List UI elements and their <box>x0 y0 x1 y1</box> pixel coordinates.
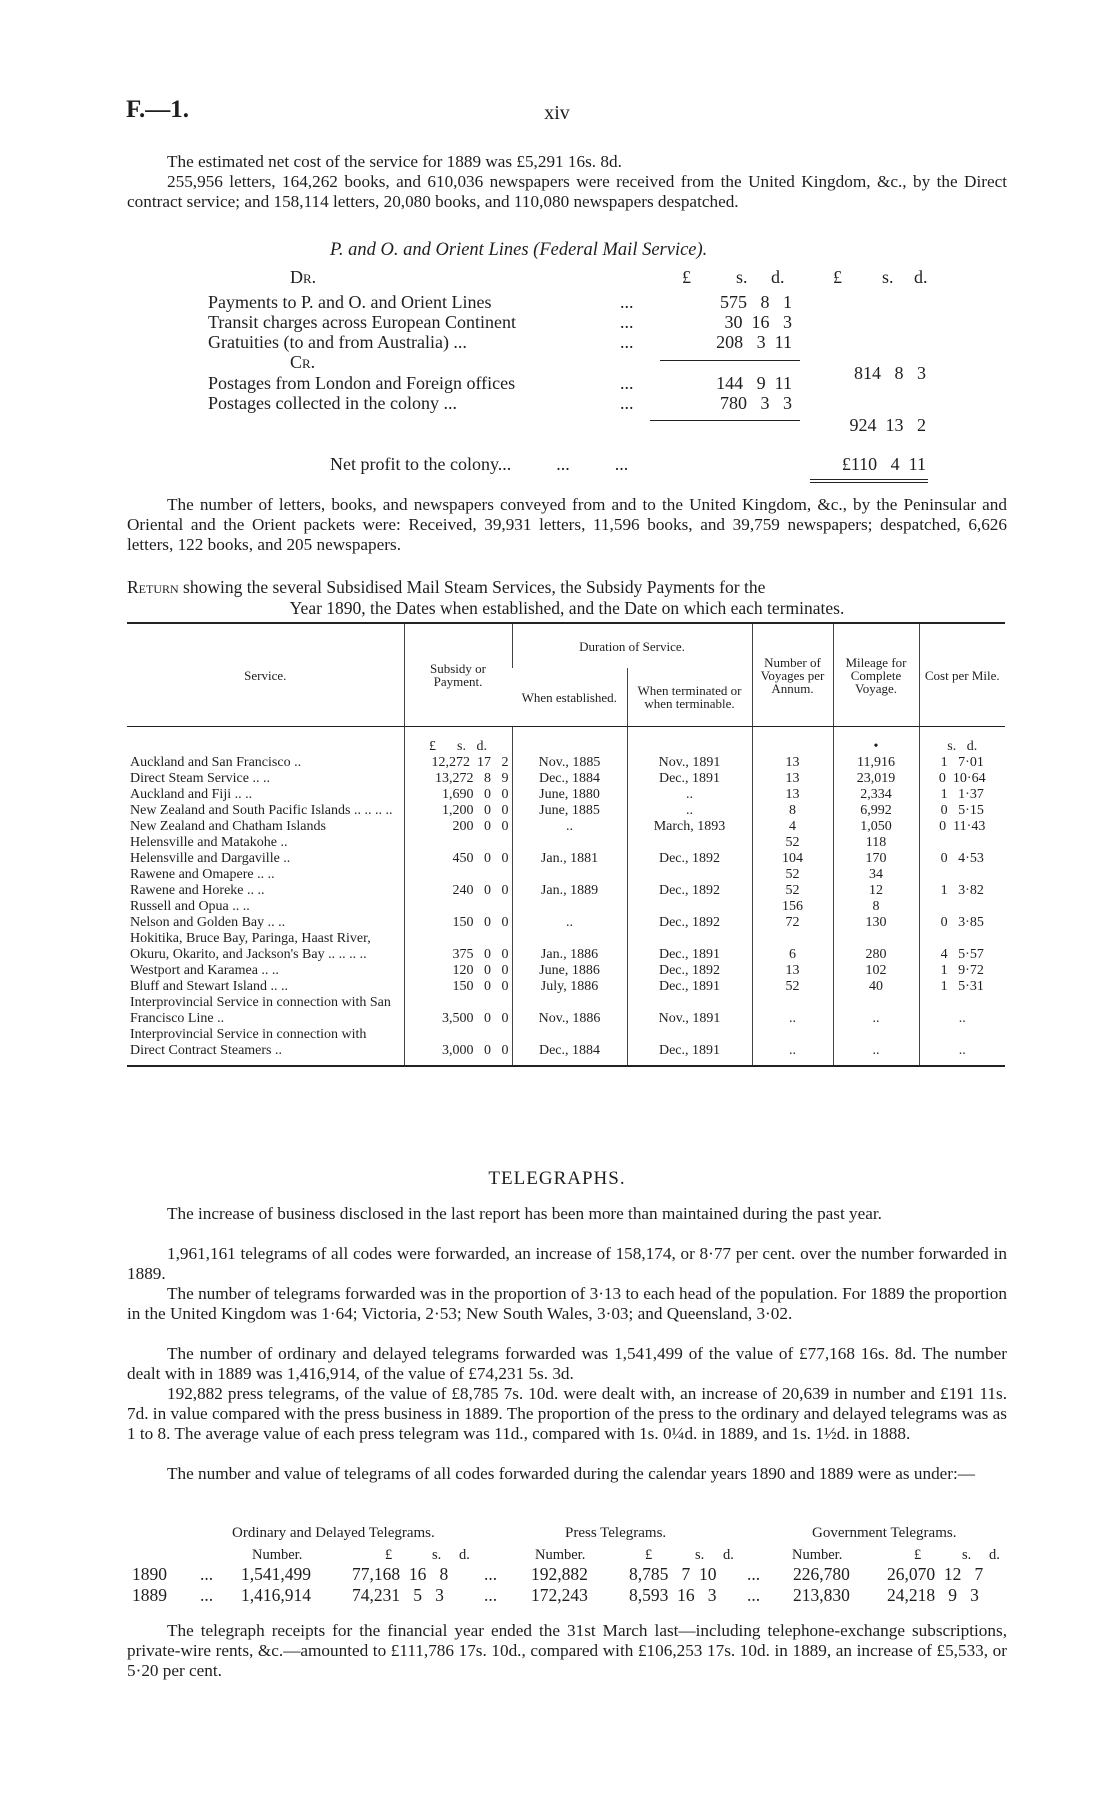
subhead-pound: £ <box>914 1547 922 1563</box>
tg-row-dots: ... <box>200 1585 214 1605</box>
telegraphs-heading: TELEGRAPHS. <box>488 1168 626 1189</box>
dr-item-amount: 575 8 1 <box>720 292 792 312</box>
col-header-voyages: Number of Voyages per Annum. <box>752 623 833 727</box>
row-service: Hokitika, Bruce Bay, Paringa, Haast River, Okuru, Okarito, and Jackson's Bay .. .. .. .. <box>130 931 371 962</box>
row-cost: 1 5·31 <box>919 979 1005 995</box>
subhead-pound: £ <box>645 1547 653 1563</box>
telegraph-receipts-paragraph: The telegraph receipts for the financial year ended the 31st March last—including telephone-exchange subscriptions, private-wire rents, &c.—amounted to £111,786 17s. 10d., compared with £106,253 17s. 10d. in 1889, an increase of £5,533, or 5·20 per cent. <box>127 1621 1007 1680</box>
table-row <box>127 995 1005 1027</box>
row-terminated: Nov., 1891 <box>627 995 752 1027</box>
return-table-title <box>127 577 1007 619</box>
dr-item-amount: 208 3 11 <box>716 332 792 352</box>
table-row <box>127 835 1005 851</box>
row-terminated <box>627 835 752 851</box>
subhead-number: Number. <box>792 1547 843 1563</box>
telegraphs-paragraph: 1,961,161 telegrams of all codes were forwarded, an increase of 158,174, or 8·77 per cent. over the number forwarded in 1889. <box>127 1244 1007 1283</box>
col-head-pound-1: £ <box>682 267 691 287</box>
row-service: Direct Steam Service .. .. <box>130 771 270 786</box>
tg-press-number: 172,243 <box>531 1585 588 1605</box>
row-mileage: 280 <box>833 931 919 963</box>
telegraphs-paragraph: The number of telegrams forwarded was in the proportion of 3·13 to each head of the population. For 1889 the proportion in the United Kingdom was 1·64; Victoria, 2·53; New South Wales, 3·03; and Queensland, 3·02. <box>127 1284 1007 1323</box>
row-terminated: March, 1893 <box>627 819 752 835</box>
total-rule <box>810 482 928 483</box>
subhead-pound: £ <box>385 1547 393 1563</box>
subhead-shilling: s. <box>695 1547 705 1563</box>
subhead-shilling: s. <box>962 1547 972 1563</box>
row-established <box>512 867 627 883</box>
row-voyages: 13 <box>752 771 833 787</box>
group-press: Press Telegrams. <box>565 1525 667 1541</box>
row-service: Auckland and San Francisco .. <box>130 755 302 770</box>
cr-item-amount: 144 9 11 <box>716 373 792 393</box>
dr-item: Payments to P. and O. and Orient Lines <box>208 292 492 312</box>
row-terminated: Dec., 1892 <box>627 915 752 931</box>
tg-ordinary-number: 1,416,914 <box>241 1585 311 1605</box>
row-subsidy: 450 0 0 <box>404 851 512 867</box>
row-cost: .. <box>919 995 1005 1027</box>
row-subsidy: 375 0 0 <box>404 931 512 963</box>
document-reference: F.—1. <box>126 96 189 123</box>
row-terminated: Dec., 1891 <box>627 1027 752 1066</box>
tg-row-dots: ... <box>484 1585 498 1605</box>
row-terminated: Nov., 1891 <box>627 755 752 771</box>
table-row <box>127 931 1005 963</box>
cr-total: 924 13 2 <box>849 415 926 435</box>
table-row <box>127 1027 1005 1066</box>
tg-row-dots: ... <box>747 1564 761 1584</box>
subhead-pence: d. <box>459 1547 470 1563</box>
row-subsidy: 150 0 0 <box>404 979 512 995</box>
tg-ordinary-number: 1,541,499 <box>241 1564 311 1584</box>
table-row <box>127 819 1005 835</box>
row-subsidy: 150 0 0 <box>404 915 512 931</box>
tg-row-year: 1889 <box>132 1585 167 1605</box>
row-established: .. <box>512 915 627 931</box>
row-mileage: 23,019 <box>833 771 919 787</box>
dr-item: Gratuities (to and from Australia) ... <box>208 332 467 352</box>
row-terminated: Dec., 1892 <box>627 851 752 867</box>
telegraphs-paragraph: The number of ordinary and delayed telegrams forwarded was 1,541,499 of the value of £77,168 16s. 8d. The number dealt with in 1889 was 1,416,914, of the value of £74,231 5s. 3d. <box>127 1344 1007 1383</box>
tg-government-number: 213,830 <box>793 1585 850 1605</box>
col-head-shilling-2: s. <box>882 267 894 287</box>
row-mileage: 1,050 <box>833 819 919 835</box>
col-head-shilling-1: s. <box>736 267 748 287</box>
dr-item-dots: ... <box>620 292 634 312</box>
row-voyages: 13 <box>752 755 833 771</box>
row-voyages: 6 <box>752 931 833 963</box>
row-mileage: 6,992 <box>833 803 919 819</box>
row-subsidy: 12,272 17 2 <box>404 755 512 771</box>
dr-item: Transit charges across European Continent <box>208 312 516 332</box>
row-service: New Zealand and Chatham Islands <box>130 819 326 834</box>
row-voyages: 13 <box>752 963 833 979</box>
row-established: June, 1886 <box>512 963 627 979</box>
telegraphs-paragraph: 192,882 press telegrams, of the value of £8,785 7s. 10d. were dealt with, an increase of 20,639 in number and £191 11s. 7d. in value compared with the press business in 1889. The proportion of the press to the ordinary and delayed telegrams was as 1 to 8. The average value of each press telegram was 11d., compared with 1s. 0¼d. in 1889, and 1s. 1½d. in 1888. <box>127 1384 1007 1443</box>
row-mileage: 170 <box>833 851 919 867</box>
account-dr-label: Dr. <box>290 267 317 287</box>
row-mileage: .. <box>833 1027 919 1066</box>
table-row <box>127 787 1005 803</box>
row-terminated: Dec., 1892 <box>627 883 752 899</box>
tg-government-number: 226,780 <box>793 1564 850 1584</box>
row-established <box>512 899 627 915</box>
total-rule <box>810 479 928 480</box>
row-established: Jan., 1889 <box>512 883 627 899</box>
cr-item-dots: ... <box>620 373 634 393</box>
subsidised-services-table <box>127 622 1005 1067</box>
unit-subsidy: £ s. d. <box>404 727 512 756</box>
row-terminated: .. <box>627 803 752 819</box>
row-established: June, 1880 <box>512 787 627 803</box>
table-row <box>127 915 1005 931</box>
row-cost <box>919 835 1005 851</box>
table-row <box>127 899 1005 915</box>
telegraphs-paragraph: The increase of business disclosed in the last report has been more than maintained during the past year. <box>167 1204 882 1223</box>
subhead-pence: d. <box>723 1547 734 1563</box>
row-terminated: .. <box>627 787 752 803</box>
row-cost: 1 9·72 <box>919 963 1005 979</box>
table-row <box>127 883 1005 899</box>
subhead-number: Number. <box>252 1547 303 1563</box>
row-cost: 0 3·85 <box>919 915 1005 931</box>
row-service: Helensville and Matakohe .. <box>130 835 288 850</box>
row-subsidy <box>404 835 512 851</box>
row-established: July, 1886 <box>512 979 627 995</box>
row-subsidy: 3,500 0 0 <box>404 995 512 1027</box>
col-head-pound-2: £ <box>833 267 842 287</box>
tg-press-value: 8,593 16 3 <box>629 1585 717 1605</box>
row-voyages: 52 <box>752 979 833 995</box>
row-terminated: Dec., 1891 <box>627 931 752 963</box>
dr-item-amount: 30 16 3 <box>724 312 792 332</box>
row-established: June, 1885 <box>512 803 627 819</box>
row-service: Auckland and Fiji .. .. <box>130 787 253 802</box>
col-header-established: When established. <box>512 668 627 727</box>
col-header-duration: Duration of Service. <box>512 623 752 668</box>
subtotal-rule <box>660 360 800 361</box>
row-voyages: 52 <box>752 835 833 851</box>
dr-item-dots: ... <box>620 312 634 332</box>
row-subsidy <box>404 899 512 915</box>
row-service: Russell and Opua .. .. <box>130 899 250 914</box>
row-cost: 0 5·15 <box>919 803 1005 819</box>
col-header-service: Service. <box>127 623 404 727</box>
return-title-text: showing the several Subsidised Mail Steam Services, the Subsidy Payments for the <box>178 577 766 597</box>
tg-row-year: 1890 <box>132 1564 167 1584</box>
subhead-number: Number. <box>535 1547 586 1563</box>
row-mileage: 12 <box>833 883 919 899</box>
row-established: Jan., 1886 <box>512 931 627 963</box>
return-title-lead: Return <box>127 577 179 597</box>
row-voyages: 104 <box>752 851 833 867</box>
page-number: xiv <box>544 102 570 124</box>
paragraph-net-cost: The estimated net cost of the service for 1889 was £5,291 16s. 8d. <box>167 152 622 171</box>
subhead-shilling: s. <box>432 1547 442 1563</box>
row-established: Dec., 1884 <box>512 1027 627 1066</box>
row-subsidy: 1,690 0 0 <box>404 787 512 803</box>
table-row <box>127 867 1005 883</box>
row-service: Bluff and Stewart Island .. .. <box>130 979 288 994</box>
group-ordinary: Ordinary and Delayed Telegrams. <box>232 1525 435 1541</box>
tg-row-dots: ... <box>747 1585 761 1605</box>
row-subsidy: 120 0 0 <box>404 963 512 979</box>
row-cost: 0 4·53 <box>919 851 1005 867</box>
unit-mileage: • <box>833 727 919 756</box>
row-mileage: 2,334 <box>833 787 919 803</box>
row-established: Nov., 1886 <box>512 995 627 1027</box>
table-row <box>127 771 1005 787</box>
row-terminated <box>627 867 752 883</box>
group-government: Government Telegrams. <box>812 1525 957 1541</box>
row-service: New Zealand and South Pacific Islands .. .. .. .. <box>130 803 393 818</box>
row-subsidy: 200 0 0 <box>404 819 512 835</box>
dr-item-dots: ... <box>620 332 634 352</box>
row-voyages: 13 <box>752 787 833 803</box>
col-head-pence-1: d. <box>771 267 785 287</box>
return-title-line2: Year 1890, the Dates when established, and the Date on which each terminates. <box>289 598 845 618</box>
col-header-terminated: When terminated or when terminable. <box>627 668 752 727</box>
row-voyages: 72 <box>752 915 833 931</box>
net-profit-amount: £110 4 11 <box>841 454 926 474</box>
tg-ordinary-value: 74,231 5 3 <box>352 1585 444 1605</box>
row-cost: 1 7·01 <box>919 755 1005 771</box>
row-service: Rawene and Omapere .. .. <box>130 867 275 882</box>
row-mileage: 102 <box>833 963 919 979</box>
tg-row-dots: ... <box>200 1564 214 1584</box>
tg-row-dots: ... <box>484 1564 498 1584</box>
row-voyages: .. <box>752 995 833 1027</box>
col-header-mileage: Mileage for Complete Voyage. <box>833 623 919 727</box>
row-subsidy: 13,272 8 9 <box>404 771 512 787</box>
row-terminated <box>627 899 752 915</box>
row-service: Helensville and Dargaville .. <box>130 851 291 866</box>
row-cost: 1 3·82 <box>919 883 1005 899</box>
row-voyages: 52 <box>752 883 833 899</box>
row-cost: 0 11·43 <box>919 819 1005 835</box>
tg-press-value: 8,785 7 10 <box>629 1564 717 1584</box>
paragraph-direct-service: 255,956 letters, 164,262 books, and 610,036 newspapers were received from the United Kingdom, &c., by the Direct contract service; and 158,114 letters, 20,080 books, and 110,080 newspapers despatched. <box>127 172 1007 211</box>
row-voyages: 4 <box>752 819 833 835</box>
row-mileage: 40 <box>833 979 919 995</box>
col-header-cost: Cost per Mile. <box>919 623 1005 727</box>
row-service: Nelson and Golden Bay .. .. <box>130 915 286 930</box>
row-terminated: Dec., 1892 <box>627 963 752 979</box>
row-voyages: 52 <box>752 867 833 883</box>
row-voyages: .. <box>752 1027 833 1066</box>
row-subsidy: 3,000 0 0 <box>404 1027 512 1066</box>
cr-item: Postages collected in the colony ... <box>208 393 457 413</box>
row-voyages: 8 <box>752 803 833 819</box>
tg-government-value: 24,218 9 3 <box>887 1585 979 1605</box>
table-row <box>127 979 1005 995</box>
row-cost: 4 5·57 <box>919 931 1005 963</box>
paragraph-po-packets: The number of letters, books, and newspapers conveyed from and to the United Kingdom, &c., by the Peninsular and Oriental and the Orient packets were: Received, 39,931 letters, 11,596 books, and 39,759 newspapers; despatched, 6,626 letters, 122 books, and 205 newspapers. <box>127 495 1007 554</box>
table-row <box>127 755 1005 771</box>
account-title: P. and O. and Orient Lines (Federal Mail Service). <box>330 240 708 260</box>
row-service: Interprovincial Service in connection with San Francisco Line .. <box>130 995 391 1026</box>
row-cost <box>919 899 1005 915</box>
telegraphs-paragraph: The number and value of telegrams of all codes forwarded during the calendar years 1890 and 1889 were as under:— <box>167 1464 975 1483</box>
unit-cost: s. d. <box>919 727 1005 756</box>
cr-item-amount: 780 3 3 <box>720 393 792 413</box>
col-head-pence-2: d. <box>914 267 928 287</box>
cr-item-dots: ... <box>620 393 634 413</box>
row-established <box>512 835 627 851</box>
table-row <box>127 851 1005 867</box>
row-cost <box>919 867 1005 883</box>
row-terminated: Dec., 1891 <box>627 979 752 995</box>
row-subsidy <box>404 867 512 883</box>
row-service: Rawene and Horeke .. .. <box>130 883 265 898</box>
subtotal-rule <box>650 420 800 421</box>
row-cost: .. <box>919 1027 1005 1066</box>
col-header-subsidy: Subsidy or Payment. <box>404 623 512 727</box>
row-mileage: 34 <box>833 867 919 883</box>
row-voyages: 156 <box>752 899 833 915</box>
net-profit-label: Net profit to the colony... ... ... <box>330 454 629 474</box>
account-cr-label: Cr. <box>290 352 316 372</box>
row-mileage: 130 <box>833 915 919 931</box>
row-subsidy: 1,200 0 0 <box>404 803 512 819</box>
table-row <box>127 963 1005 979</box>
row-mileage: 8 <box>833 899 919 915</box>
row-mileage: 118 <box>833 835 919 851</box>
row-terminated: Dec., 1891 <box>627 771 752 787</box>
row-mileage: .. <box>833 995 919 1027</box>
dr-total: 814 8 3 <box>854 363 926 383</box>
subhead-pence: d. <box>989 1547 1000 1563</box>
row-established: .. <box>512 819 627 835</box>
row-service: Interprovincial Service in connection with Direct Contract Steamers .. <box>127 1027 404 1066</box>
row-service: Westport and Karamea .. .. <box>130 963 279 978</box>
row-established: Dec., 1884 <box>512 771 627 787</box>
cr-item: Postages from London and Foreign offices <box>208 373 516 393</box>
tg-government-value: 26,070 12 7 <box>887 1564 984 1584</box>
row-cost: 0 10·64 <box>919 771 1005 787</box>
tg-ordinary-value: 77,168 16 8 <box>352 1564 449 1584</box>
row-mileage: 11,916 <box>833 755 919 771</box>
row-established: Jan., 1881 <box>512 851 627 867</box>
tg-press-number: 192,882 <box>531 1564 588 1584</box>
row-established: Nov., 1885 <box>512 755 627 771</box>
row-subsidy: 240 0 0 <box>404 883 512 899</box>
table-row <box>127 803 1005 819</box>
row-cost: 1 1·37 <box>919 787 1005 803</box>
